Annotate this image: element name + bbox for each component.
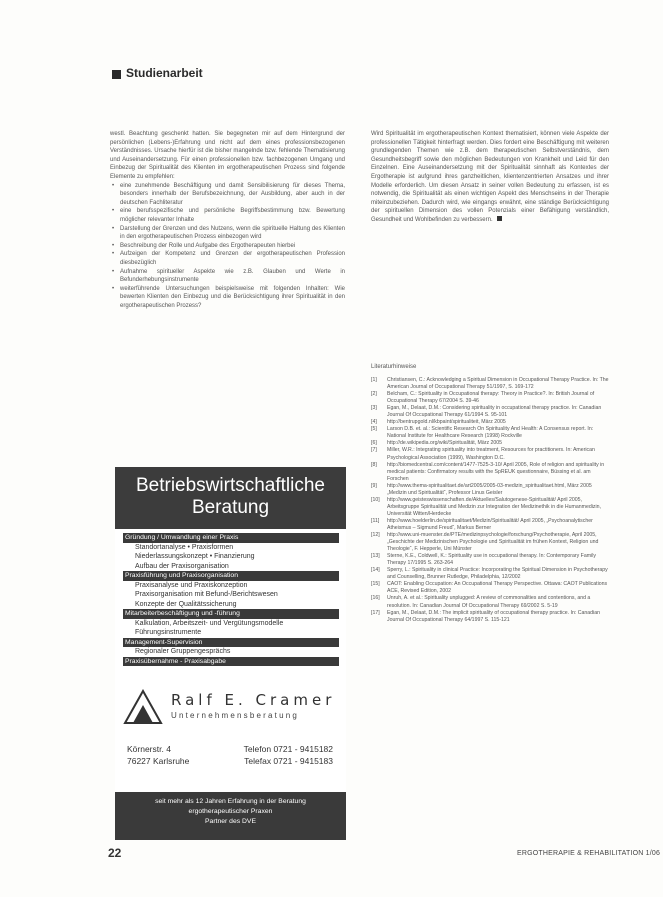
reference-text: Sperry, L.: Spirituality in clinical Practice: Incorporating the Spiritual Dimension in Psychotherapy and Counselling, Brunner Rutledge, Philadelphia, 12/2002 bbox=[387, 567, 608, 581]
reference-item bbox=[371, 532, 611, 553]
reference-item bbox=[371, 497, 611, 518]
ad-service-item: Konzepte der Qualitätssicherung bbox=[135, 600, 237, 608]
ad-footer-line-3: Partner des DVE bbox=[205, 818, 256, 825]
reference-number: [12] bbox=[371, 532, 380, 539]
reference-item bbox=[371, 419, 611, 426]
reference-item bbox=[371, 610, 611, 624]
reference-text: Miller, W.R.: Integrating spirituality into treatment, Resources for practitioners. In: American Psychological Association (1999), Washington D.C. bbox=[387, 447, 595, 461]
list-item: • Darstellung der Grenzen und des Nutzens, wenn die spirituelle Haltung des Klienten in den ergotherapeutischen Prozess einbezogen wird bbox=[120, 225, 345, 242]
reference-number: [7] bbox=[371, 447, 377, 454]
company-name: Ralf E. Cramer bbox=[171, 691, 336, 709]
ad-service-item: Praxisorganisation mit Befund-/Berichtswesen bbox=[135, 591, 278, 598]
reference-text: Belcham, C.: Spirituality in Occupational therapy: Theory in Practice?. In: British Journal of Occupational Therapy 67/2004 S. 39-46 bbox=[387, 391, 595, 405]
company-fax: Telefax 0721 - 9415183 bbox=[244, 755, 333, 766]
reference-item bbox=[371, 581, 611, 595]
reference-number: [9] bbox=[371, 482, 377, 489]
reference-item bbox=[371, 440, 611, 447]
reference-item bbox=[371, 426, 611, 440]
ad-headline bbox=[115, 467, 346, 529]
list-item: • Beschreibung der Rolle und Aufgabe des Ergotherapeuten hierbei bbox=[120, 242, 345, 251]
reference-text: Larson D.B. et. al.: Scientific Research On Spirituality And Health: A Consensus report. In: National Institute for Healthcare Research (1998) Rockville bbox=[387, 426, 594, 440]
reference-number: [8] bbox=[371, 461, 377, 468]
reference-item bbox=[371, 553, 611, 567]
reference-text: Sterne, K.E., Coldwell, K.: Spirituality use in occupational therapy. In: Contemporary Family Therapy 17/1995 S. 263-264 bbox=[387, 553, 596, 567]
left-column bbox=[110, 130, 345, 310]
reference-number: [15] bbox=[371, 581, 380, 588]
reference-number: [17] bbox=[371, 609, 380, 616]
reference-text: Egan, M., Delaat, D.M.: Considering spirituality in occupational therapy practice. In: Canadian Journal Of Occupational Therapy 61/1994 S. 95-101 bbox=[387, 405, 602, 419]
ad-service-item: Niederlassungskonzept • Finanzierung bbox=[135, 553, 255, 560]
company-street: Körnerstr. 4 bbox=[127, 744, 171, 754]
reference-item bbox=[371, 567, 611, 581]
section-marker-square bbox=[112, 70, 121, 79]
reference-number: [11] bbox=[371, 517, 380, 524]
reference-number: [4] bbox=[371, 419, 377, 426]
list-item: • Aufnahme spiritueller Aspekte wie z.B. Glauben und Werte in Befunderhebungsinstrumente bbox=[120, 268, 345, 285]
reference-item bbox=[371, 595, 611, 609]
references-list bbox=[371, 377, 611, 624]
reference-text: Egan, M., Delaat, D.M.: The implicit spirituality of occupational therapy practice. In: Canadian Journal Of Occupational Therapy 64/1997 S. 115-121 bbox=[387, 609, 600, 623]
reference-number: [14] bbox=[371, 567, 380, 574]
ad-section-heading: Praxisübernahme - Praxisabgabe bbox=[123, 657, 339, 667]
ad-headline-line-2: Beratung bbox=[191, 497, 270, 518]
ad-section-heading: Mitarbeiterbeschäftigung und -führung bbox=[123, 609, 339, 619]
reference-text: http://www.thema-spiritualitaet.de/art2005/2005-03-medizin_spiritualitaet.html, März 2005 „Medizin und Spiritualität“, Professor Linus Geisler bbox=[387, 482, 592, 496]
list-item: • Aufzeigen der Kompetenz und Grenzen der ergotherapeutischen Profession diesbezüglich bbox=[120, 250, 345, 267]
reference-number: [6] bbox=[371, 440, 377, 447]
ad-service-item: Kalkulation, Arbeitszeit- und Vergütungsmodelle bbox=[135, 619, 284, 627]
reference-number: [1] bbox=[371, 377, 377, 383]
ad-service-item: Standortanalyse • Praxisformen bbox=[135, 543, 234, 551]
reference-number: [16] bbox=[371, 595, 380, 602]
ad-section-heading: Praxisführung und Praxisorganisation bbox=[123, 571, 339, 581]
list-item: • weiterführende Untersuchungen beispielsweise mit folgenden Inhalten: Wie bewerten Klienten den Einbezug und die Berücksichtigung ihrer Spiritualität in den ergotherapeutischen Prozess? bbox=[120, 285, 345, 311]
list-item: • eine zunehmende Beschäftigung und damit Sensibilisierung für dieses Thema, besonders innerhalb der Berufsbezeichnung, der Ausbildung, aber auch in der deutschen Fachliteratur bbox=[120, 182, 345, 208]
ad-section-heading: Management-Supervision bbox=[123, 638, 339, 648]
list-item: • eine berufsspezifische und persönliche Begriffsbestimmung bzw. Bewertung möglicher relevanter Inhalte bbox=[120, 207, 345, 224]
ad-headline-line-1: Betriebswirtschaftliche bbox=[135, 475, 326, 496]
reference-text: http://www.geisteswissenschaften.de/Aktuelles/Salutogenese-Spiritualität/ April 2005, Arbeitsgruppe Spiritualität und Medizin zur Integration der Medizinethik in die Humanmedizin, Universität Witten/Herdecke bbox=[387, 496, 601, 517]
company-contact bbox=[127, 744, 333, 767]
reference-text: Unruh, A. et al.: Spirituality unplugged: A review of commonalities and contentions, and a resolution. In: Canadian Journal Of Occupational Therapy 69/2002 S. 5-19 bbox=[387, 595, 591, 609]
end-of-article-square bbox=[497, 216, 502, 221]
reference-text: Christiansen, C.: Acknowledging a Spiritual Dimension in Occupational Therapy Practice. In: The American Journal of Occupational Therapy 51/1997, S. 169-172 bbox=[387, 377, 609, 391]
company-logo bbox=[123, 689, 339, 727]
left-intro-paragraph: westl. Beachtung geschenkt hatten. Sie begegneten mir auf dem Hintergrund der persönlichen (Lebens-)Erfahrung und nicht auf dem eines professionsbezogenen Verständnisses. Ursache hierfür ist die bisher mangelnde bzw. fehlende Thematisierung und Auseinandersetzung. Für einen professionellen bzw. fachbezogenen Umgang und Einbezug der Spiritualität des Klienten im ergotherapeutischen Prozess sind folgende Elemente zu empfehlen: bbox=[110, 131, 345, 180]
ad-footer bbox=[115, 792, 346, 840]
company-city: 76227 Karlsruhe bbox=[127, 755, 190, 766]
ad-service-item: Aufbau der Praxisorganisation bbox=[135, 562, 229, 570]
right-paragraph-text: Wird Spiritualität im ergotherapeutischen Kontext thematisiert, können viele Aspekte der professionellen Tätigkeit hinterfragt werden. Dies fordert eine Beschäftigung mit weiteren grundlegenden Themen wie z.B. dem therapeutischen Selbstverständnis, dem Gesundheitsbegriff sowie den möglichen Bedeutungen von Krankheit und Leid für den Einzelnen. Eine Auseinandersetzung mit der Spiritualität sinnhaft als Kontextes der Ergotherapie ist aufgrund ihres ganzheitlichen, klientenzentrierten Ansatzes und ihrer Modelle erforderlich. Um diesen Ansatz in seiner vollen Bedeutung zu erfassen, ist es notwendig, die Spiritualität als einen wichtigen Aspekt des Menschseins in der Therapie miteinzubeziehen. Dadurch wird, wie eingangs erwähnt, eine ständige Berücksichtigung der spirituellen Dimension des vollen Potenzials einer Befähigung verständlich, Gesundheit und Wohlbefinden zu verbessern. bbox=[371, 131, 609, 223]
company-phone: Telefon 0721 - 9415182 bbox=[243, 744, 333, 754]
reference-item bbox=[371, 377, 611, 391]
recommendation-list bbox=[110, 182, 345, 311]
reference-text: http://www.uni-muenster.de/PTE/medizinpsychologie/forschung/Psychotherapie, April 2005, „Geschichte der Medizinischen Psychologie und Spiritualität im frühen Kontext, Religion und Theologie“, F. Hepperle, Uni Münster bbox=[387, 532, 599, 553]
reference-text: http://de.wikipedia.org/wiki/Spiritualität, März 2005 bbox=[387, 440, 503, 447]
reference-item bbox=[371, 462, 611, 483]
right-paragraph bbox=[371, 130, 609, 225]
reference-number: [5] bbox=[371, 426, 377, 433]
references-title: Literaturhinweise bbox=[371, 364, 417, 370]
reference-number: [10] bbox=[371, 496, 380, 503]
journal-name: ERGOTHERAPIE & REHABILITATION 1/06 bbox=[517, 850, 661, 857]
reference-item bbox=[371, 447, 611, 461]
advertisement bbox=[115, 467, 346, 840]
ad-footer-line-1: seit mehr als 12 Jahren Erfahrung in der Beratung bbox=[155, 798, 306, 805]
reference-text: http://bentrupgold.nl/kbpaint/spiritualiteit, März 2005 bbox=[387, 419, 506, 426]
reference-text: http://www.hoelderlin.de/spiritualitaet/Medizin/Spiritualität/ April 2005, „Psychoanalytischer Atheismus – Sigmund Freud“, Markus Berner bbox=[387, 517, 593, 531]
ad-service-item: Führungsinstrumente bbox=[135, 629, 202, 636]
reference-text: http://biomedcentral.com/content/1477-7525-3-10/ April 2005, Role of religion and spirituality in medical patients: Confirmatory results with the SpREUK questionnaire, Büssing et al. am Forschen bbox=[387, 461, 605, 482]
reference-number: [2] bbox=[371, 391, 377, 398]
ad-service-item: Praxisanalyse und Praxiskonzeption bbox=[135, 581, 248, 589]
reference-number: [3] bbox=[371, 405, 377, 412]
section-title: Studienarbeit bbox=[126, 66, 203, 80]
reference-item bbox=[371, 483, 611, 497]
company-subtitle: Unternehmensberatung bbox=[171, 711, 300, 720]
ad-section-heading: Gründung / Umwandlung einer Praxis bbox=[123, 533, 339, 543]
reference-item bbox=[371, 518, 611, 532]
reference-number: [13] bbox=[371, 553, 380, 560]
reference-item bbox=[371, 405, 611, 419]
right-column bbox=[371, 130, 609, 225]
company-logo-icon bbox=[123, 689, 163, 725]
ad-footer-line-2: ergotherapeutischer Praxen bbox=[188, 808, 273, 815]
ad-service-item: Regionaler Gruppengesprächs bbox=[135, 648, 231, 655]
ad-services-list bbox=[123, 533, 339, 666]
reference-item bbox=[371, 391, 611, 405]
page-number: 22 bbox=[108, 846, 122, 860]
reference-text: CAOT: Enabling Occupation: An Occupational Therapy Perspective. Ottawa: CAOT Publications ACE, Revised Edition, 2002 bbox=[387, 581, 608, 595]
